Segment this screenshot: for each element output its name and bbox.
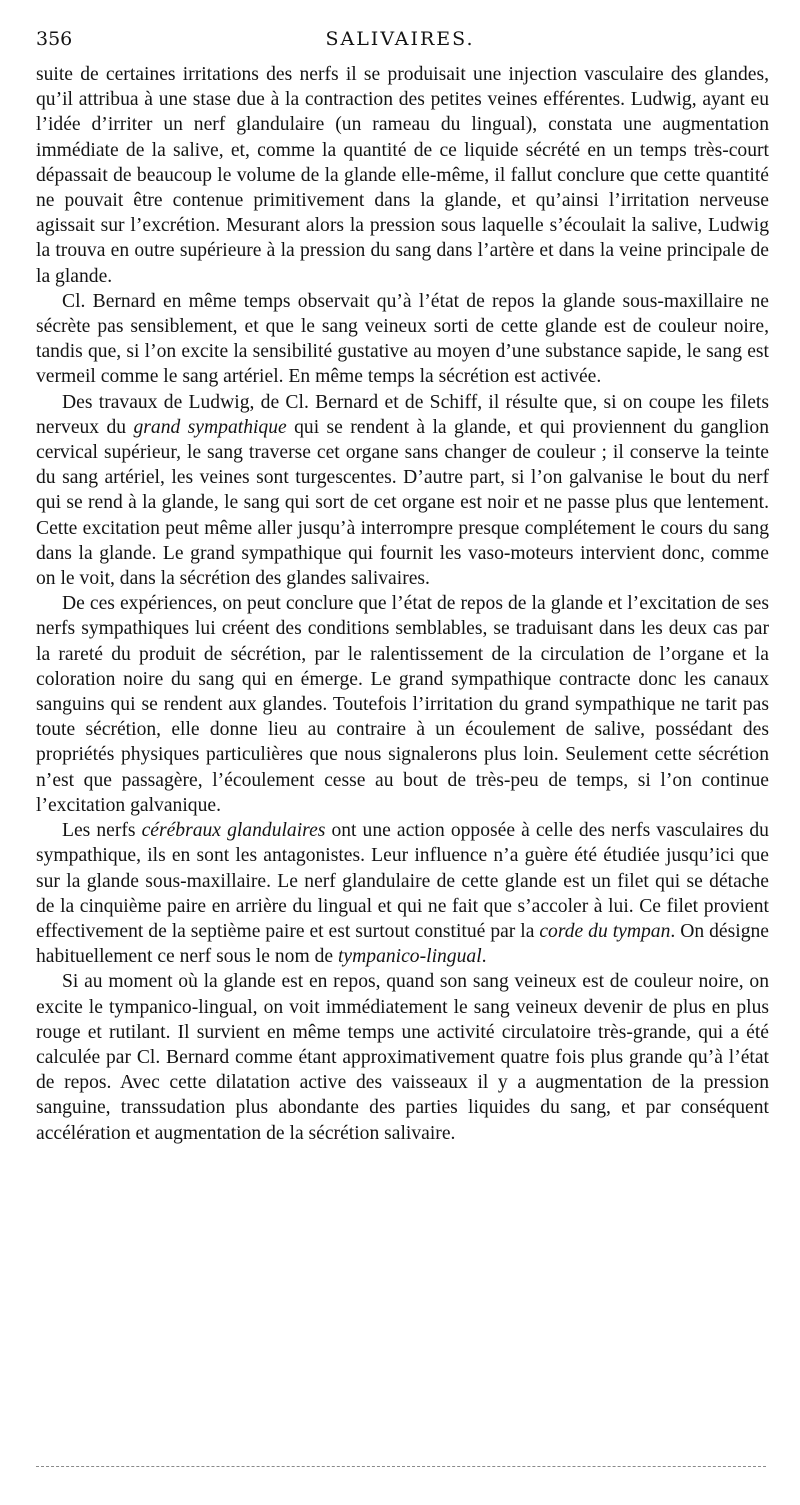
paragraph — [36, 62, 769, 289]
text-segment: Les nerfs — [62, 820, 142, 842]
running-head — [36, 28, 764, 54]
italic-term: cérébraux glandulaires — [141, 820, 326, 842]
text-segment: . On désigne habituellement ce nerf sous le nom de — [36, 920, 769, 968]
italic-term: tympanico-lingual — [337, 946, 482, 968]
page-number: 356 — [36, 28, 73, 50]
text-segment: suite de certaines irritations des nerfs il se produisait une injection vasculaire des glandes, qu’il attribua à une stase due à la contraction des petites veines efférentes. Ludwig, ayant eu l’idée d’irriter un nerf glandulaire (un rameau du lingual), constata une augmentation immédiate de la salive, et, comme la quantité de ce liquide sécrété en un temps très-court dépassait de beaucoup le volume de la glande elle-même, il fallut conclure que cette quantité ne pouvait être contenue primitivement dans la glande, et qu’ainsi l’irritation nerveuse agissait sur l’excrétion. Mesurant alors la pression sous laquelle s’écoulait la salive, Ludwig la trouva en outre supérieure à la pression du sang dans l’artère et dans la veine principale de la glande. — [36, 64, 769, 287]
body-text — [36, 62, 769, 1146]
running-title: SALIVAIRES. — [325, 28, 475, 50]
paragraph — [36, 591, 769, 818]
footer-rule — [36, 1466, 766, 1467]
text-segment: Des travaux de Ludwig, de Cl. Bernard et de Schiff, il résulte que, si on coupe les filets nerveux du — [36, 391, 769, 438]
italic-term: corde du tympan — [539, 920, 671, 942]
paragraph — [36, 289, 769, 390]
paragraph — [36, 969, 769, 1145]
text-segment: Si au moment où la glande est en repos, quand son sang veineux est de couleur noire, on excite le tympanico-lingual, on voit immédiatement le sang veineux devenir de plus en plus rouge et rutilant. Il survient en même temps une activité circulatoire très-grande, qui a été calculée par Cl. Bernard comme étant approximativement quatre fois plus grande qu’à l’état de repos. Avec cette dilatation active des vaisseaux il y a augmentation de la pression sanguine, transsudation plus abondante des parties liquides du sang, et par conséquent accélération et augmentation de la sécrétion salivaire. — [36, 971, 769, 1144]
text-segment: ont une action opposée à celle des nerfs vasculaires du sympathique, ils en sont les antagonistes. Leur influence n’a guère été étudiée jusqu’ici que sur la glande sous-maxillaire. Le nerf glandulaire de cette glande est un filet qui se détache de la cinquième paire en arrière du lingual et qui ne fait que s’accoler à lui. Ce filet provient effectivement de la septième paire et est surtout constitué par la — [36, 820, 769, 942]
text-segment: qui se rendent à la glande, et qui proviennent du ganglion cervical supérieur, le sang traverse cet organe sans changer de couleur ; il conserve la teinte du sang artériel, les veines sont turgescentes. D’autre part, si l’on galvanise le bout du nerf qui se rend à la glande, le sang qui sort de cet organe est noir et ne passe plus que lentement. Cette excitation peut même aller jusqu’à interrompre presque complétement le cours du sang dans la glande. Le grand sympathique qui fournit les vaso-moteurs intervient donc, comme on le voit, dans la sécrétion des glandes salivaires. — [36, 416, 769, 590]
text-segment: De ces expériences, on peut conclure que l’état de repos de la glande et l’excitation de ses nerfs sympathiques lui créent des conditions semblables, se traduisant dans les deux cas par la rareté du produit de sécrétion, par le ralentissement de la circulation de l’organe et la coloration noire du sang qui en émerge. Le grand sympathique contracte donc les canaux sanguins qui se rendent aux glandes. Toutefois l’irritation du grand sympathique ne tarit pas toute sécrétion, elle donne lieu au contraire à un écoulement de salive, possédant des propriétés physiques particulières que nous signalerons plus loin. Seulement cette sécrétion n’est que passagère, l’écoulement cesse au bout de très-peu de temps, si l’on continue l’excitation galvanique. — [36, 593, 769, 816]
text-segment: Cl. Bernard en même temps observait qu’à l’état de repos la glande sous-maxillaire ne sécrète pas sensiblement, et que le sang veineux sorti de cette glande est de couleur noire, tandis que, si l’on excite la sensibilité gustative au moyen d’une substance sapide, le sang est vermeil comme le sang artériel. En même temps la sécrétion est activée. — [36, 290, 769, 388]
italic-term: grand sympathique — [133, 416, 287, 438]
paragraph — [36, 390, 769, 592]
paragraph — [36, 818, 769, 969]
text-segment: . — [481, 946, 487, 968]
